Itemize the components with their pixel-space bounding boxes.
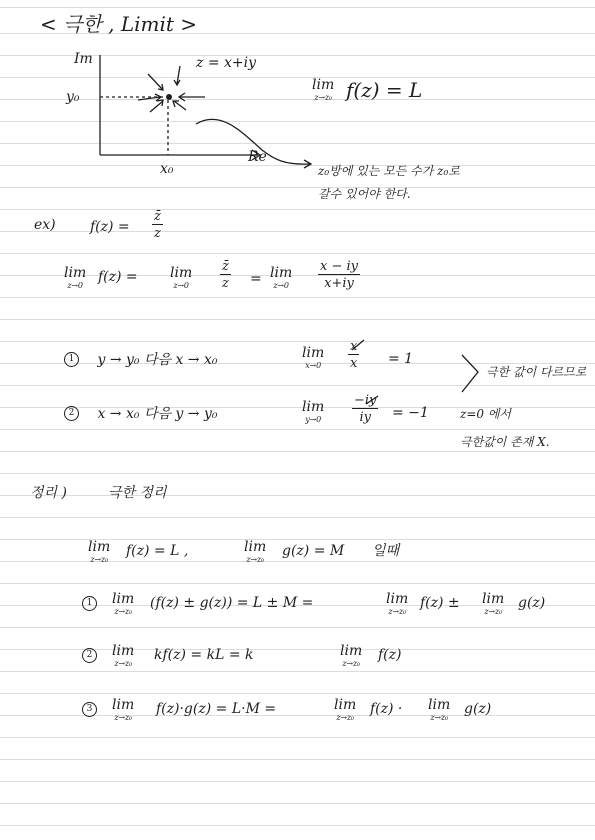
case1-limit-operator: lim x→0 bbox=[302, 345, 325, 370]
z0-point bbox=[166, 94, 172, 100]
item1-rhs: g(z) bbox=[518, 595, 546, 611]
item2-limit-operator-rhs: lim z→z₀ bbox=[340, 643, 363, 668]
given-g-expr: g(z) = M bbox=[282, 543, 345, 559]
conclusion-line3: 극한값이 존재 X. bbox=[460, 435, 550, 449]
conclusion-brace bbox=[462, 355, 478, 392]
item3-mid: f(z) · bbox=[370, 701, 403, 717]
example-limit-operator-2: lim z→0 bbox=[170, 265, 193, 290]
case1-path: y → y₀ 다음 x → x₀ bbox=[97, 351, 218, 368]
definition-note-line1: z₀방에 있는 모든 수가 z₀로 bbox=[318, 164, 460, 178]
case2-limit-operator: lim y→0 bbox=[302, 399, 325, 424]
item3-limit-operator-g: lim z→z₀ bbox=[428, 697, 451, 722]
example-limit-operator-3: lim z→0 bbox=[270, 265, 293, 290]
theorem-item2-number: 2 bbox=[82, 648, 97, 663]
item3-rhs: g(z) bbox=[464, 701, 492, 717]
case2-number: 2 bbox=[64, 406, 79, 421]
item2-rhs: f(z) bbox=[378, 647, 402, 663]
given-limit-operator-g: lim z→z₀ bbox=[244, 539, 267, 564]
item3-limit-operator: lim z→z₀ bbox=[112, 697, 135, 722]
theorem-label: 정리 ) bbox=[30, 485, 67, 501]
x0-label: x₀ bbox=[160, 161, 174, 177]
y0-label: y₀ bbox=[66, 89, 80, 105]
case1-value: = 1 bbox=[388, 351, 414, 367]
case2-fraction: $\frac{-iy}{iy}$ bbox=[354, 393, 377, 425]
approach-arrow-bottomleft bbox=[150, 100, 163, 112]
given-limit-operator-f: lim z→z₀ bbox=[88, 539, 111, 564]
theorem-item1-number: 1 bbox=[82, 596, 97, 611]
conclusion-line1: 극한 값이 다르므로 bbox=[486, 365, 587, 379]
approach-arrow-top bbox=[174, 66, 180, 85]
theorem-item3-number: 3 bbox=[82, 702, 97, 717]
given-suffix: 일때 bbox=[372, 543, 400, 559]
case2-row bbox=[64, 406, 218, 421]
case1-row bbox=[64, 352, 218, 367]
item1-limit-operator: lim z→z₀ bbox=[112, 591, 135, 616]
example-limit-f: f(z) = bbox=[98, 269, 138, 285]
case1-number: 1 bbox=[64, 352, 79, 367]
theorem-title: 극한 정리 bbox=[108, 485, 167, 501]
conclusion-line2: z=0 에서 bbox=[460, 407, 512, 421]
page-title: < 극한 , Limit > bbox=[40, 12, 198, 36]
item2-limit-operator: lim z→z₀ bbox=[112, 643, 135, 668]
example-limit-fraction-2: $\frac{z̄}{z}$ bbox=[222, 259, 229, 291]
item1-limit-operator-g: lim z→z₀ bbox=[482, 591, 505, 616]
example-label: ex) bbox=[34, 217, 56, 233]
im-axis-label: Im bbox=[74, 51, 93, 67]
definition-note-line2: 갈수 있어야 한다. bbox=[318, 187, 411, 201]
approach-arrow-bottomright bbox=[173, 101, 186, 110]
limit-operator: lim z→z₀ bbox=[312, 77, 335, 102]
example-limit-fraction-3: $\frac{x - iy}{x+iy}$ bbox=[320, 259, 358, 291]
item3-lhs: f(z)·g(z) = L·M = bbox=[156, 701, 277, 717]
re-axis-label: Re bbox=[248, 149, 267, 165]
case2-value: = −1 bbox=[392, 405, 429, 421]
example-function-lhs: f(z) = bbox=[90, 219, 130, 235]
case1-fraction: $\frac{x}{x}$ bbox=[350, 339, 358, 371]
item2-lhs: kf(z) = kL = k bbox=[154, 647, 254, 663]
item1-lhs: (f(z) ± g(z)) = L ± M = bbox=[150, 595, 314, 611]
item1-mid: f(z) ± bbox=[420, 595, 460, 611]
item1-limit-operator-f: lim z→z₀ bbox=[386, 591, 409, 616]
given-f-expr: f(z) = L , bbox=[126, 543, 189, 559]
case2-path: x → x₀ 다음 y → y₀ bbox=[97, 405, 218, 422]
approach-arrow-topleft bbox=[148, 74, 163, 90]
limit-definition-expr: f(z) = L bbox=[346, 78, 423, 102]
z-definition-label: z = x+iy bbox=[196, 55, 257, 71]
approach-arrow-right bbox=[179, 93, 205, 101]
item3-limit-operator-f: lim z→z₀ bbox=[334, 697, 357, 722]
example-function-fraction: $\frac{z̄}{z}$ bbox=[154, 209, 161, 241]
example-limit-operator-1: lim z→0 bbox=[64, 265, 87, 290]
example-equals: = bbox=[250, 271, 262, 287]
